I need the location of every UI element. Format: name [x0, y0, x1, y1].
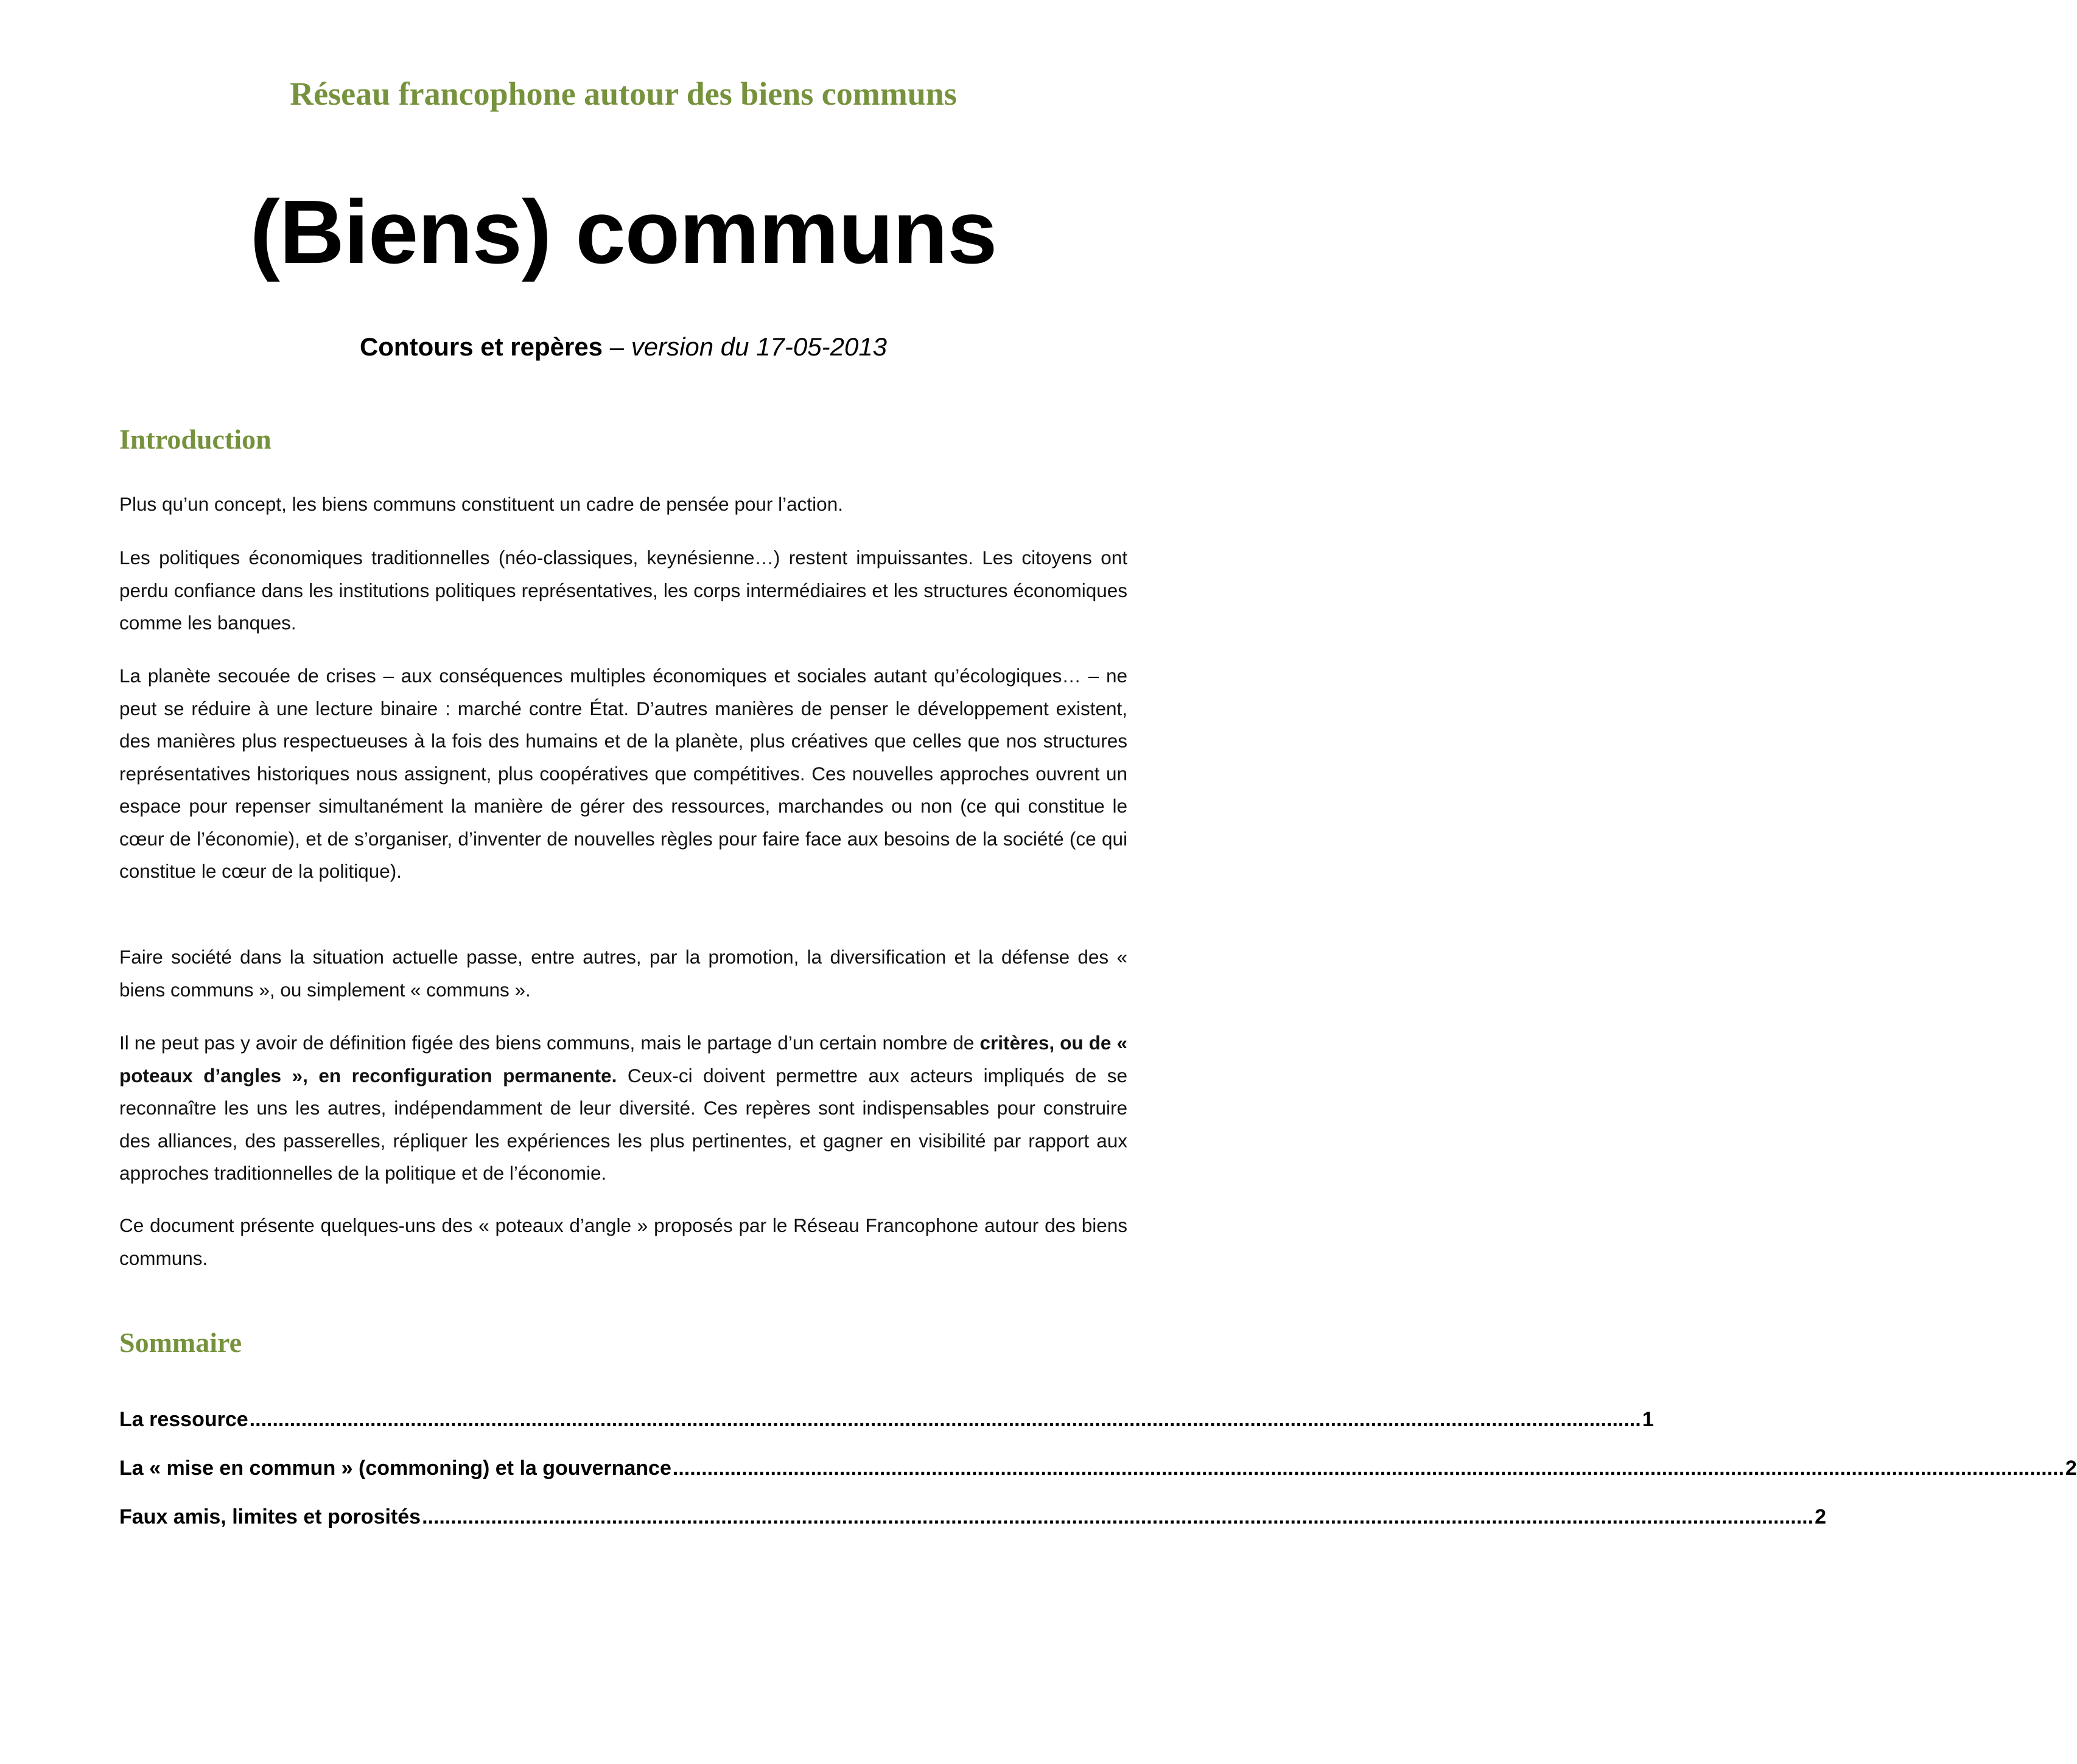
- toc-entry[interactable]: [119, 1501, 1826, 1550]
- subtitle-version: version du 17-05-2013: [631, 332, 888, 361]
- summary-heading: Sommaire: [119, 1327, 242, 1358]
- toc-entry-page: 1: [1642, 1408, 1654, 1431]
- toc-entry[interactable]: [119, 1404, 1654, 1452]
- intro-paragraph-1: Plus qu’un concept, les biens communs constituent un cadre de pensée pour l’action.: [119, 493, 843, 515]
- toc-dot-leader: ..................................................................................................................................................................................................................................................: [422, 1505, 1814, 1528]
- intro-paragraph-3: La planète secouée de crises – aux conséquences multiples économiques et sociales autant qu’écologiques… – ne peut se réduire à une lecture binaire : marché contre État. D’autres manières de penser le développement existent, des manières plus respectueuses à la fois des humains et de la planète, plus créatives que celles que nos structures représentatives historiques nous assignent, plus coopératives que compétitives. Ces nouvelles approches ouvrent un espace pour repenser simultanément la manière de gérer des ressources, marchandes ou non (ce qui constitue le cœur de l’économie), et de s’organiser, d’inventer de nouvelles règles pour faire face aux besoins de la société (ce qui constitue le cœur de la politique).: [119, 665, 1127, 882]
- paragraph-5-start: Il ne peut pas y avoir de définition figée des biens communs, mais le partage d’un certain nombre de: [119, 1032, 980, 1054]
- toc-entry-label: La ressource: [119, 1408, 248, 1431]
- document-subtitle: [0, 329, 1247, 365]
- intro-paragraph-6: Ce document présente quelques-uns des « poteaux d’angle » proposés par le Réseau Francophone autour des biens communs.: [119, 1214, 1127, 1269]
- table-of-contents: [119, 1404, 2077, 1550]
- subtitle-main: Contours et repères: [359, 332, 603, 361]
- intro-paragraph-4: Faire société dans la situation actuelle passe, entre autres, par la promotion, la diversification et la défense des « biens communs », ou simplement « communs ».: [119, 946, 1127, 1001]
- toc-entry-label: Faux amis, limites et porosités: [119, 1505, 421, 1528]
- intro-paragraph-2: Les politiques économiques traditionnelles (néo-classiques, keynésienne…) restent impuissantes. Les citoyens ont perdu confiance dans les institutions politiques représentatives, les corps intermédiaires et les structures économiques comme les banques.: [119, 547, 1127, 634]
- toc-dot-leader: ..................................................................................................................................................................................................................................................: [672, 1457, 2064, 1480]
- paragraph-5-end: Ceux-ci doivent permettre aux acteurs impliqués de se reconnaître les uns les autres, indépendamment de leur diversité. Ces repères sont indispensables pour construire des alliances, des passerelles, répliquer les expériences les plus pertinentes, et gagner en visibilité par rapport aux approches traditionnelles de la politique et de l’économie.: [119, 1064, 1127, 1184]
- subtitle-separator: –: [603, 332, 631, 361]
- toc-entry-page: 2: [2065, 1457, 2077, 1480]
- network-name: Réseau francophone autour des biens communs: [290, 75, 957, 112]
- toc-dot-leader: ..................................................................................................................................................................................................................................................: [249, 1408, 1641, 1431]
- toc-entry-page: 2: [1815, 1505, 1826, 1528]
- toc-entry[interactable]: [119, 1452, 2077, 1501]
- paragraph-5-emphasis: critères, ou de « poteaux d’angles », en reconfiguration permanente.: [119, 1032, 1127, 1087]
- introduction-heading: Introduction: [119, 424, 271, 455]
- document-title: (Biens) communs: [250, 182, 997, 282]
- toc-entry-label: La « mise en commun » (commoning) et la gouvernance: [119, 1457, 671, 1480]
- intro-paragraph-5: [119, 1027, 1127, 1190]
